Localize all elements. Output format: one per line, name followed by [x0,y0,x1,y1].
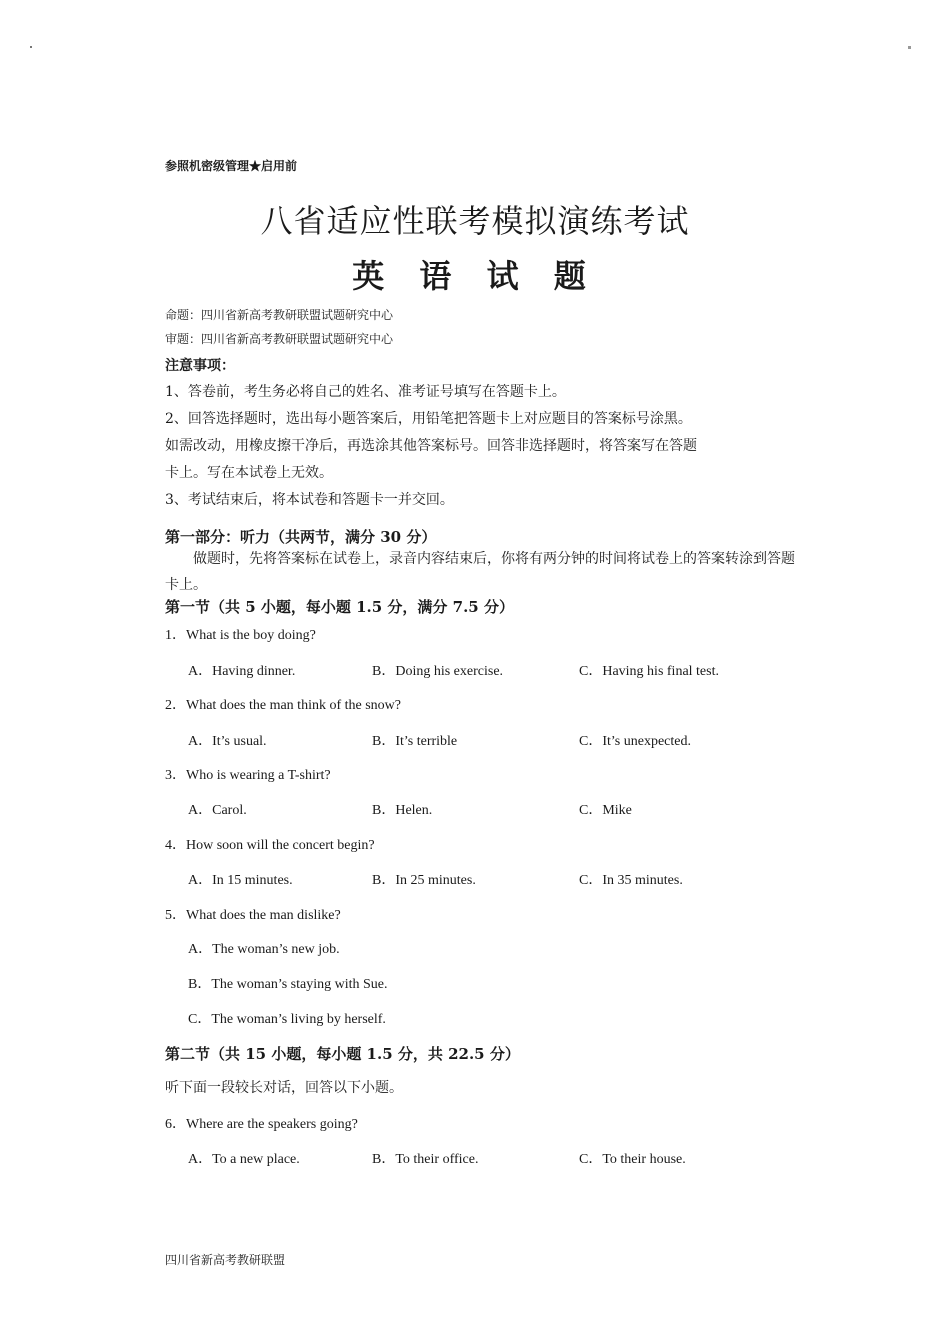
option-a: A．It’s usual. [188,734,267,749]
scan-speck [30,46,32,48]
question-stem: 5．What does the man dislike? [165,908,341,923]
question-stem: 6．Where are the speakers going? [165,1117,358,1132]
section1-heading: 第一节（共 5 小题，每小题 1.5 分，满分 7.5 分） [165,598,514,616]
scan-speck [908,46,911,49]
option-c: C．Mike [579,803,632,818]
question-stem: 4．How soon will the concert begin? [165,838,375,853]
option-c: C．It’s unexpected. [579,734,691,749]
option-b: B．It’s terrible [372,734,458,749]
option-c: C．In 35 minutes. [579,873,683,888]
option-b: B．In 25 minutes. [372,873,476,888]
option-c: C．The woman’s living by herself. [188,1012,386,1027]
option-a: A．Carol. [188,803,247,818]
note-line: 1、答卷前，考生务必将自己的姓名、准考证号填写在答题卡上。 [165,384,566,400]
section2-intro: 听下面一段较长对话，回答以下小题。 [165,1080,403,1096]
option-c: C．Having his final test. [579,664,719,679]
option-b: B．Helen. [372,803,433,818]
option-a: A．To a new place. [188,1152,300,1167]
reviewer-line: 审题：四川省新高考教研联盟试题研究中心 [165,332,394,346]
question-stem: 3．Who is wearing a T-shirt? [165,768,331,783]
option-b: B．The woman’s staying with Sue. [188,977,388,992]
note-line: 如需改动，用橡皮擦干净后，再选涂其他答案标号。回答非选择题时，将答案写在答题 [165,438,697,454]
exam-title: 八省适应性联考模拟演练考试 [260,202,690,240]
note-line: 2、回答选择题时，选出每小题答案后，用铅笔把答题卡上对应题目的答案标号涂黑。 [165,411,692,427]
confidential-label: 参照机密级管理★启用前 [165,159,298,173]
part1-heading: 第一部分：听力（共两节，满分 30 分） [165,528,437,546]
option-a: A．Having dinner. [188,664,296,679]
section2-heading: 第二节（共 15 小题，每小题 1.5 分，共 22.5 分） [165,1045,520,1063]
exam-subtitle: 英 语 试 题 [352,257,598,295]
option-b: B．Doing his exercise. [372,664,504,679]
note-line: 卡上。写在本试卷上无效。 [165,465,333,481]
question-stem: 1．What is the boy doing? [165,628,316,643]
option-a: A．The woman’s new job. [188,942,340,957]
proposer-line: 命题：四川省新高考教研联盟试题研究中心 [165,308,394,322]
note-line: 3、考试结束后，将本试卷和答题卡一并交回。 [165,492,454,508]
notes-heading: 注意事项： [165,358,235,374]
question-stem: 2．What does the man think of the snow? [165,698,402,713]
option-b: B．To their office. [372,1152,479,1167]
part1-instructions: 做题时，先将答案标在试卷上，录音内容结束后，你将有两分钟的时间将试卷上的答案转涂到答题卡上。 [165,551,795,593]
option-a: A．In 15 minutes. [188,873,293,888]
option-c: C．To their house. [579,1152,686,1167]
page-footer: 四川省新高考教研联盟 [165,1253,286,1267]
